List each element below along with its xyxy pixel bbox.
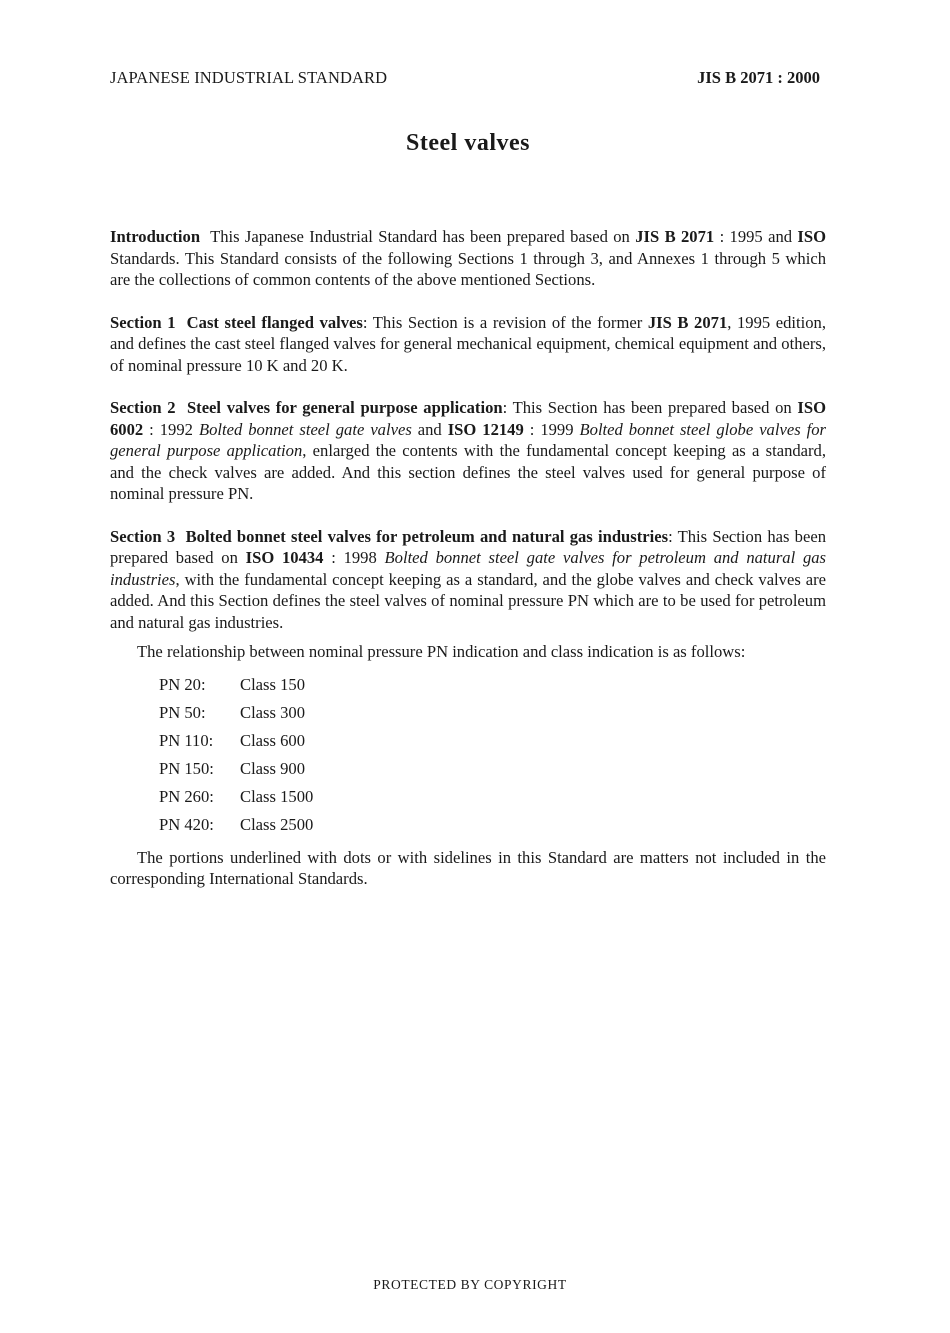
section2-text: and xyxy=(411,419,448,439)
pn-class-row xyxy=(159,699,826,727)
class-value: Class 600 xyxy=(240,730,305,750)
pn-class-row xyxy=(159,755,826,783)
section3-heading: Bolted bonnet steel valves for petroleum and natural gas industries xyxy=(185,526,669,546)
pn-value: PN 20: xyxy=(159,674,206,694)
section3-text: , with the fundamental concept keeping as a standard, and the globe valves and check valves are added. And this Section defines the steel valves of nominal pressure PN which are to be used for petroleum and natural gas industries. xyxy=(110,569,826,632)
header-standard-label: JAPANESE INDUSTRIAL STANDARD xyxy=(110,68,388,87)
introduction-text: This Japanese Industrial Standard has been prepared based on xyxy=(210,227,636,246)
section1-ref: JIS B 2071 xyxy=(647,312,728,332)
section3-title-gate: Bolted bonnet steel gate valves for petroleum and natural gas industries xyxy=(110,548,827,589)
section2-text: , enlarged the contents with the fundamental concept keeping as a standard, and the check valves are added. And this section defines the steel valves used for general purpose of nominal pressure PN. xyxy=(110,441,827,503)
section2-number: Section 2 xyxy=(110,398,176,417)
pn-class-row xyxy=(159,671,826,699)
pn-value: PN 150: xyxy=(159,758,214,778)
class-value: Class 300 xyxy=(240,702,305,722)
introduction-heading: Introduction xyxy=(110,227,201,246)
introduction-ref-iso: ISO xyxy=(797,227,826,246)
pn-value: PN 420: xyxy=(159,814,214,834)
section2-ref-iso6002: ISO 6002 xyxy=(110,398,826,439)
section2-text: : This Section has been prepared based on xyxy=(502,398,798,417)
introduction-paragraph xyxy=(110,226,826,291)
section1-number: Section 1 xyxy=(110,312,176,332)
pn-class-row xyxy=(159,811,826,839)
section2-paragraph xyxy=(110,397,826,505)
pn-class-row xyxy=(159,783,826,811)
section2-title-globe: Bolted bonnet steel globe valves for general purpose application xyxy=(110,419,826,460)
relationship-paragraph: The relationship between nominal pressure PN indication and class indication is as follows: xyxy=(137,642,746,661)
pn-value: PN 260: xyxy=(159,786,214,806)
section2-title-gate: Bolted bonnet steel gate valves xyxy=(198,419,412,439)
introduction-text: Standards. This Standard consists of the following Sections 1 through 3, and Annexes 1 through 5 which are the collections of common contents of the above mentioned Sections. xyxy=(110,248,826,289)
copyright-footer: PROTECTED BY COPYRIGHT xyxy=(373,1277,567,1292)
header-standard-number: JIS B 2071 : 2000 xyxy=(697,68,820,87)
page-title: Steel valves xyxy=(406,130,530,156)
section3-text: : 1998 xyxy=(323,548,385,567)
section3-paragraph xyxy=(110,526,826,634)
closing-paragraph: The portions underlined with dots or with sidelines in this Standard are matters not included in the corresponding International Standards. xyxy=(110,847,826,888)
section1-text: , 1995 edition, and defines the cast steel flanged valves for general mechanical equipment, chemical equipment and others, of nominal pressure 10 K and 20 K. xyxy=(110,312,826,375)
section1-paragraph xyxy=(110,312,826,377)
section1-heading: Cast steel flanged valves xyxy=(186,312,363,332)
document-body xyxy=(110,226,826,911)
section3-text: : This Section has been prepared based on xyxy=(110,526,827,567)
class-value: Class 1500 xyxy=(240,786,314,806)
pn-class-row xyxy=(159,727,826,755)
section2-heading: Steel valves for general purpose application xyxy=(186,398,503,417)
section3-number: Section 3 xyxy=(110,526,176,546)
pn-value: PN 50: xyxy=(159,702,206,722)
introduction-text: : 1995 and xyxy=(714,227,798,246)
section2-text: : 1999 xyxy=(523,419,580,439)
class-value: Class 150 xyxy=(240,674,305,694)
pn-class-list xyxy=(159,671,826,839)
class-value: Class 2500 xyxy=(240,814,314,834)
section3-ref-iso10434: ISO 10434 xyxy=(245,548,324,567)
section2-ref-iso12149: ISO 12149 xyxy=(447,419,524,439)
introduction-ref-jis: JIS B 2071 xyxy=(635,227,715,246)
pn-value: PN 110: xyxy=(159,730,214,750)
class-value: Class 900 xyxy=(240,758,305,778)
section2-text: : 1992 xyxy=(143,419,199,439)
section1-text: : This Section is a revision of the former xyxy=(362,312,648,332)
